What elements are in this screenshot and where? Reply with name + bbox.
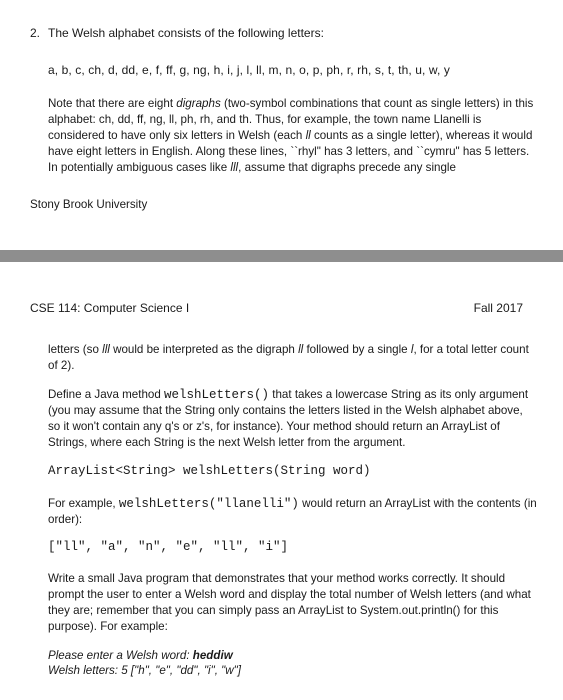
cont-text-1: letters (so xyxy=(48,343,103,356)
university-footer: Stony Brook University xyxy=(30,198,148,211)
note-text-3: counts as a single letter), whereas it would have eight letters in English. Along these lines, ``rhyl" has 3 letters, and ``cymru" has 5 letters. In potentially ambiguous cases like xyxy=(48,129,533,174)
cont-l-term: l xyxy=(410,343,414,356)
cont-text-2: would be interpreted as the digraph xyxy=(109,343,299,356)
note-digraphs-term: digraphs xyxy=(176,97,221,110)
example-text-2: would return an ArrayList with the contents (in order): xyxy=(48,497,537,526)
question-intro: The Welsh alphabet consists of the following letters: xyxy=(48,26,324,40)
note-ll-term: ll xyxy=(305,129,311,142)
method-name-code: welshLetters() xyxy=(164,388,270,402)
define-text-2: that takes a lowercase String as its only argument (you may assume that the String only contains the letters listed in the Welsh alphabet above, so it won't contain any q's or z's, for instance). Your method should return an ArrayList of Strings, where each String is the next Welsh letter from the argument. xyxy=(48,388,529,449)
note-text-2: (two-symbol combinations that count as single letters) in this alphabet: ch, dd, ff, ng, ll, ph, rh, and th. Thus, for example, the town name Llanelli is considered to have only six letters in Welsh (each xyxy=(48,97,534,142)
define-text-1: Define a Java method xyxy=(48,388,165,401)
cont-lll-term: lll xyxy=(102,343,110,356)
example-paragraph xyxy=(48,496,538,528)
question-number: 2. xyxy=(30,26,41,40)
write-paragraph: Write a small Java program that demonstrates that your method works correctly. It should prompt the user to enter a Welsh word and display the total number of Welsh letters (and what they are; remember that you can simply pass an ArrayList to System.out.println() for this purpose). For example: xyxy=(48,572,531,633)
separator-band xyxy=(0,250,563,262)
note-text-4: , assume that digraphs precede any single xyxy=(238,161,456,174)
continuation-paragraph xyxy=(48,342,538,374)
note-text-1: Note that there are eight xyxy=(48,97,177,110)
term-header: Fall 2017 xyxy=(473,301,523,315)
digraph-note xyxy=(48,96,538,176)
example-result: ["ll", "a", "n", "e", "ll", "i"] xyxy=(48,540,289,554)
prompt-input-value: heddiw xyxy=(192,649,233,662)
welsh-alphabet: a, b, c, ch, d, dd, e, f, ff, g, ng, h, i, j, l, ll, m, n, o, p, ph, r, rh, s, t, th, u, w, y xyxy=(48,63,450,77)
note-lll-term: lll xyxy=(230,161,239,174)
question-heading xyxy=(30,26,324,40)
page-2 xyxy=(0,292,563,700)
cont-ll-term: ll xyxy=(298,343,304,356)
course-header: CSE 114: Computer Science I xyxy=(30,301,190,315)
sample-prompt-line xyxy=(48,649,233,662)
example-text-1: For example, xyxy=(48,497,119,510)
cont-text-4: , for a total letter count of 2). xyxy=(48,343,529,372)
cont-text-3: followed by a single xyxy=(303,343,411,356)
sample-output-line: Welsh letters: 5 ["h", "e", "dd", "i", "w"] xyxy=(48,664,242,677)
method-signature: ArrayList<String> welshLetters(String word) xyxy=(48,464,371,478)
example-call-code: welshLetters("llanelli") xyxy=(118,497,299,511)
page-1 xyxy=(0,0,563,232)
prompt-label: Please enter a Welsh word: xyxy=(48,649,193,662)
page-separator xyxy=(0,232,563,292)
define-paragraph xyxy=(48,387,538,451)
